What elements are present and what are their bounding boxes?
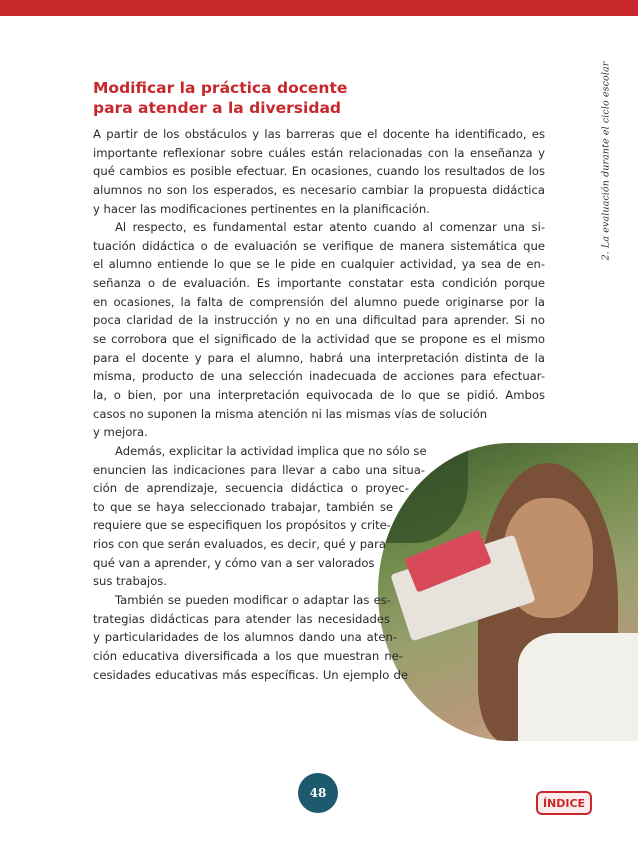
text-line: qué cambios es posible efectuar. En ocasiones, cuando los resultados de los <box>93 164 545 179</box>
text-line: el alumno entiende lo que se le pide en cualquier actividad, ya sea de en- <box>93 257 545 272</box>
page-number: 48 <box>309 786 327 800</box>
body-text <box>93 125 545 684</box>
text-line: qué van a aprender, y cómo van a ser valorados <box>93 555 375 570</box>
text-line: ción educativa diversificada a los que muestran ne- <box>93 648 403 663</box>
section-title <box>93 78 513 118</box>
text-line: y mejora. <box>93 425 148 440</box>
text-line: alumnos no son los esperados, es necesario cambiar la propuesta didáctica <box>93 182 545 197</box>
text-line: Además, explicitar la actividad implica que no sólo se <box>115 443 427 458</box>
text-line: y hacer las modificaciones pertinentes en la planificación. <box>93 201 430 216</box>
text-line: señanza o de evaluación. Es importante constatar esta condición porque <box>93 276 545 291</box>
text-line: rios con que serán evaluados, es decir, qué y para <box>93 537 387 552</box>
text-line: misma, producto de una selección inadecuada de acciones para efectuar- <box>93 369 545 384</box>
chapter-label-text: 2. La evaluación durante el ciclo escolar <box>600 61 612 261</box>
text-line: importante reflexionar sobre cuáles están relacionadas con la enseñanza y <box>93 145 545 160</box>
text-line: tuación didáctica o de evaluación se verifique de manera sistemática que <box>93 238 545 253</box>
page-number-badge <box>298 773 338 813</box>
text-line: requiere que se especifiquen los propósitos y crite- <box>93 518 391 533</box>
index-button[interactable] <box>536 791 592 815</box>
text-line: casos no suponen la misma atención ni las mismas vías de solución <box>93 406 488 421</box>
text-line: la, o bien, por una interpretación equivocada de lo que se pidió. Ambos <box>93 387 545 402</box>
text-line: Al respecto, es fundamental estar atento cuando al comenzar una si- <box>115 220 545 235</box>
text-line: to que se haya seleccionado trabajar, también se <box>93 499 393 514</box>
section-title-line-1: Modificar la práctica docente <box>93 79 348 97</box>
text-line: enuncien las indicaciones para llevar a cabo una situa- <box>93 462 425 477</box>
text-line: trategias didácticas para atender las necesidades <box>93 611 390 626</box>
text-line: A partir de los obstáculos y las barreras que el docente ha identificado, es <box>93 127 545 141</box>
text-line: También se pueden modificar o adaptar las es- <box>115 593 391 608</box>
text-line: en ocasiones, la falta de comprensión del alumno puede originarse por la <box>93 294 545 309</box>
text-line: se corrobora que el significado de la actividad que se propone es el mismo <box>93 332 545 347</box>
text-line: poca claridad de la instrucción y no en una dificultad para aprender. Si no <box>93 313 545 328</box>
chapter-side-label <box>596 61 616 261</box>
text-line: ción de aprendizaje, secuencia didáctica o proyec- <box>93 481 409 496</box>
index-button-label: ÍNDICE <box>542 796 586 810</box>
text-line: para el docente y para el alumno, habrá una interpretación distinta de la <box>93 350 545 365</box>
top-bar <box>0 0 638 16</box>
text-line: cesidades educativas más específicas. Un ejemplo de <box>93 667 408 682</box>
text-line: sus trabajos. <box>93 574 168 589</box>
section-title-line-2: para atender a la diversidad <box>93 99 341 117</box>
text-line: y particularidades de los alumnos dando una aten- <box>93 630 397 645</box>
